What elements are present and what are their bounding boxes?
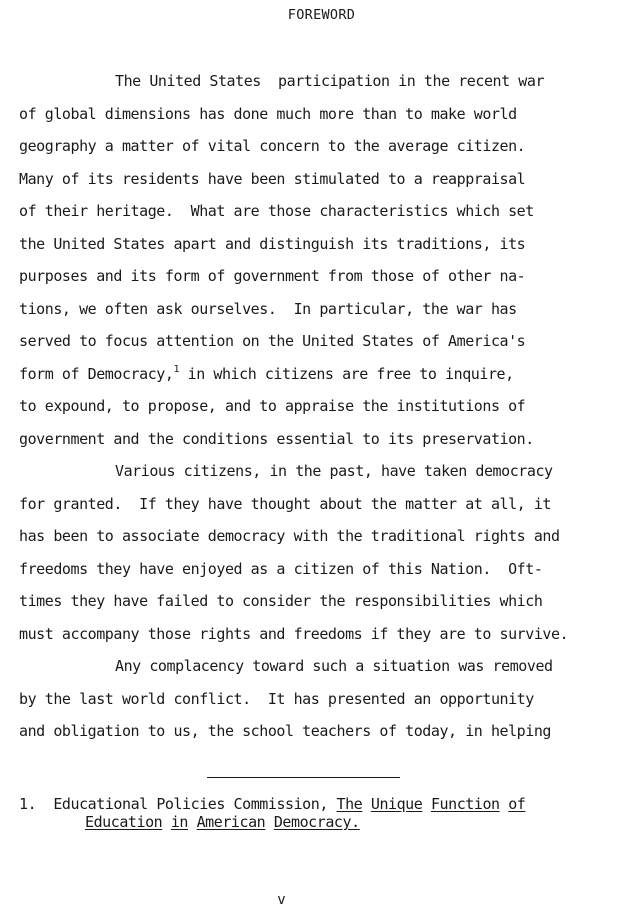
footnote-number: 1. — [19, 795, 37, 813]
text-line: Various citizens, in the past, have taken democracy — [115, 462, 553, 480]
text-line: The United States participation in the recent war — [115, 72, 545, 90]
text-line: to expound, to propose, and to appraise the institutions of — [19, 397, 526, 415]
text-line: the United States apart and distinguish its traditions, its — [19, 234, 526, 253]
page-heading: FOREWORD — [287, 7, 356, 23]
text-line: Any complacency toward such a situation was removed — [115, 657, 553, 675]
text-line: for granted. If they have thought about the matter at all, it — [19, 494, 552, 513]
footnote — [19, 795, 629, 831]
text-line-with-footnote — [19, 363, 629, 396]
text-line: Many of its residents have been stimulated to a reappraisal — [19, 169, 526, 188]
text-line: freedoms they have enjoyed as a citizen of this Nation. Oft- — [19, 559, 543, 578]
body-text — [19, 70, 629, 753]
text-line: of their heritage. What are those characteristics which set — [19, 202, 534, 220]
text-line: has been to associate democracy with the traditional rights and — [19, 527, 560, 545]
text-line: by the last world conflict. It has presented an opportunity — [19, 689, 534, 708]
text-line: government and the conditions essential to its preservation. — [19, 429, 534, 448]
text-line: served to focus attention on the United States of America's — [19, 332, 526, 350]
footnote-divider — [207, 777, 400, 778]
footnote-title-word: Democracy. — [273, 813, 360, 831]
footnote-title-word: American — [196, 813, 266, 831]
page-number: v — [277, 892, 286, 908]
text-segment: in which citizens are free to inquire, — [179, 364, 514, 383]
text-line: geography a matter of vital concern to the average citizen. — [19, 137, 526, 155]
text-line: tions, we often ask ourselves. In particular, the war has — [19, 299, 517, 318]
footnote-title-word: Education — [85, 813, 163, 831]
footnote-source: Educational Policies Commission, — [53, 795, 337, 813]
footnote-line — [19, 795, 629, 813]
footnote-line — [19, 813, 629, 831]
text-line: of global dimensions has done much more than to make world — [19, 104, 517, 123]
footnote-title-word: The — [336, 795, 363, 813]
text-line: times they have failed to consider the responsibilities which — [19, 592, 543, 610]
footnote-title-word: of — [508, 795, 526, 813]
text-line: must accompany those rights and freedoms if they are to survive. — [19, 624, 569, 643]
footnote-title-word: Function — [430, 795, 500, 813]
text-segment: form of Democracy, — [19, 364, 174, 383]
footnote-title-word: in — [170, 813, 188, 831]
text-line: and obligation to us, the school teachers of today, in helping — [19, 722, 552, 740]
text-line: purposes and its form of government from those of other na- — [19, 267, 526, 285]
footnote-marker: 1 — [173, 363, 180, 375]
footnote-title-word: Unique — [370, 795, 423, 813]
